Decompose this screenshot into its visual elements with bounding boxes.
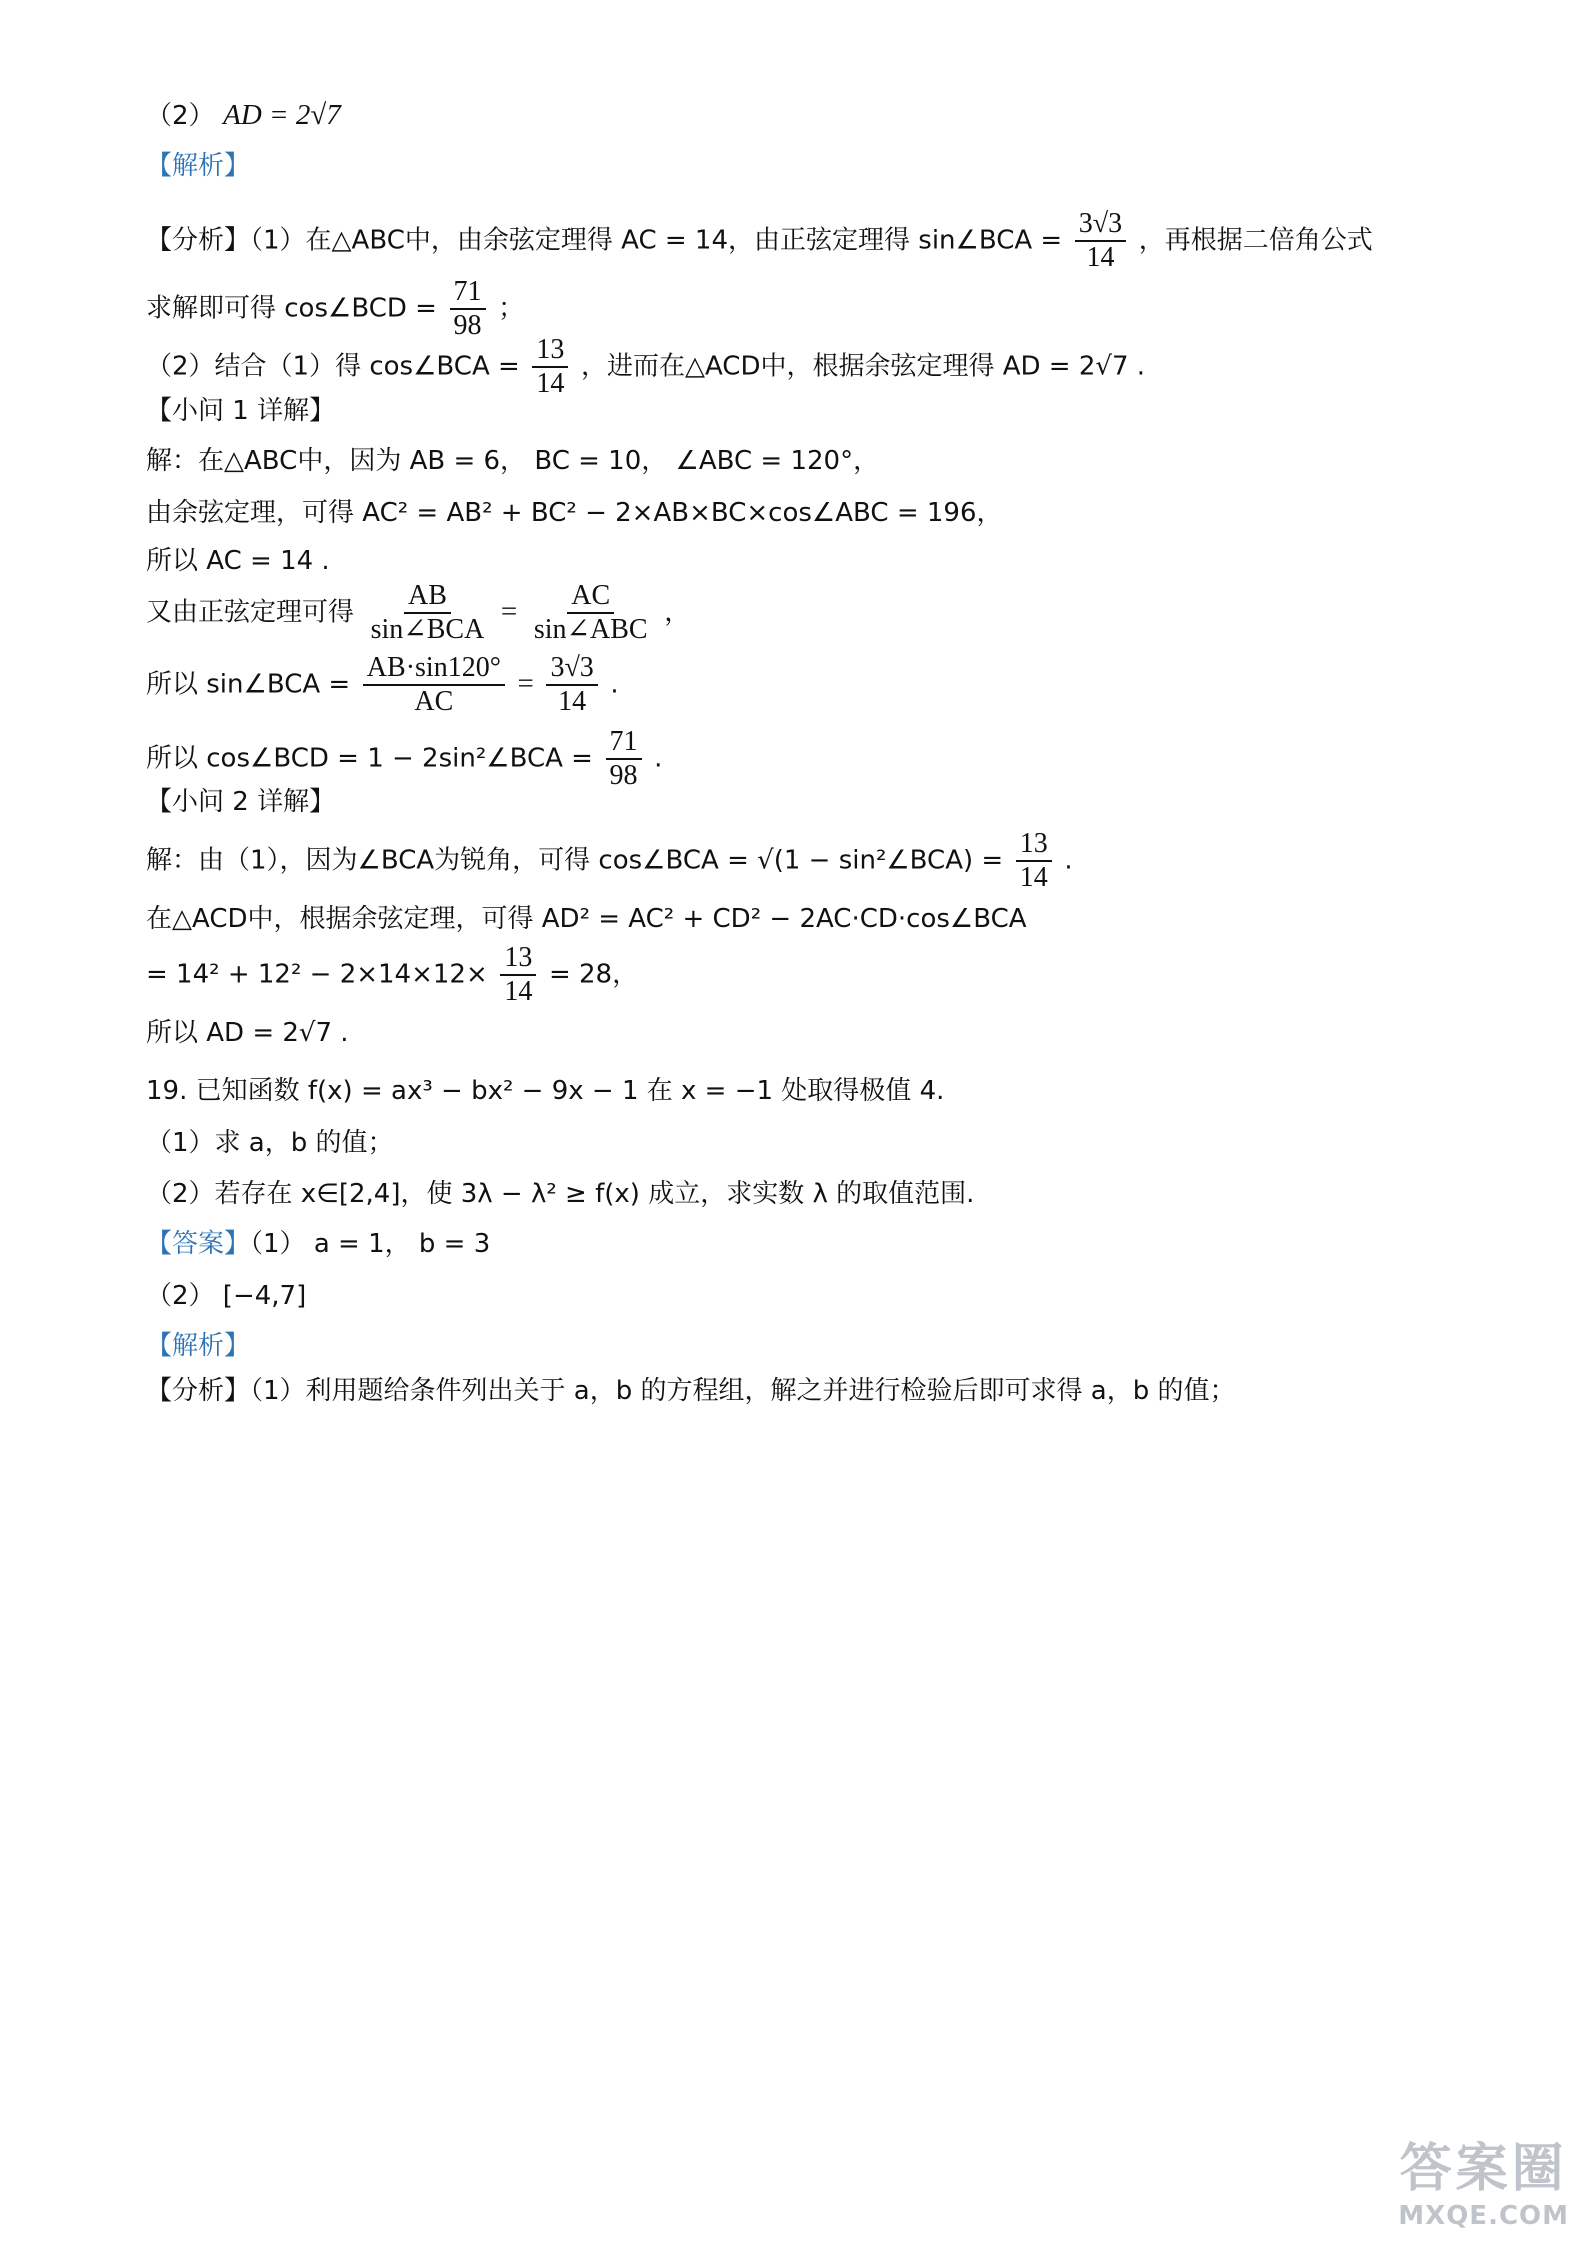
subheading-part-2: 【小问 2 详解】 xyxy=(146,787,336,817)
answer-line-1: 【答案】（1） a = 1， b = 3 xyxy=(146,1229,491,1259)
question-19: 19. 已知函数 f(x) = ax³ − bx² − 9x − 1 在 x = −1 处取得极值 4. xyxy=(146,1076,945,1106)
answer-line-2: （2） [−4,7] xyxy=(146,1281,307,1311)
section-label-analysis: 【解析】 xyxy=(146,151,251,181)
subheading-part-1: 【小问 1 详解】 xyxy=(146,396,336,426)
fraction: $\frac{13}{14}$ xyxy=(1016,828,1052,894)
fraction: $\frac{AB}{\text{sin∠BCA}}$ xyxy=(370,580,485,646)
fraction: $\frac{13}{14}$ xyxy=(500,942,536,1008)
fraction: $\frac{AB\cdot\sin 120^\circ}{AC}$ xyxy=(363,652,505,718)
fraction: $\frac{3√3}{14}$ xyxy=(546,652,597,718)
fraction: $\frac{AC}{\text{sin∠ABC}}$ xyxy=(533,580,648,646)
line-17: 所以 AD = 2√7 . xyxy=(146,1018,349,1048)
math-expression: AD = 2√7 xyxy=(223,99,341,131)
line-3: 【分析】（1）在△ABC中，由余弦定理得 AC = 14，由正弦定理得 sin∠BCA = $\frac{3√3}{14}$ ，再根据二倍角公式 xyxy=(146,208,1373,274)
watermark-logo: 答案圈 MXQE.COM xyxy=(1398,2139,1569,2231)
section-label-analysis-2: 【解析】 xyxy=(146,1331,251,1361)
line-4: 求解即可得 cos∠BCD = $\frac{71}{98}$ ； xyxy=(146,276,525,342)
question-19-part-2: （2）若存在 x∈[2,4]，使 3λ − λ² ≥ f(x) 成立，求实数 λ 的取值范围. xyxy=(146,1179,975,1209)
line-12: 所以 cos∠BCD = 1 − 2sin²∠BCA = $\frac{71}{98}$ . xyxy=(146,726,663,792)
line-prefix: （2） xyxy=(146,101,215,131)
fraction: $\frac{71}{98}$ xyxy=(450,276,486,342)
line-24: 【分析】（1）利用题给条件列出关于 a，b 的方程组，解之并进行检验后即可求得 a，b 的值； xyxy=(146,1376,1236,1406)
fraction: $\frac{3√3}{14}$ xyxy=(1075,208,1126,274)
answer-label: 【答案】 xyxy=(146,1229,251,1259)
line-10: 又由正弦定理可得 $\frac{AB}{\text{sin∠BCA}}$ = $\frac{AC}{\text{sin∠ABC}}$ ， xyxy=(146,580,691,646)
line-5: （2）结合（1）得 cos∠BCA = $\frac{13}{14}$ ，进而在△ACD中，根据余弦定理得 AD = 2√7 . xyxy=(146,334,1146,400)
line-16: = 14² + 12² − 2×14×12× $\frac{13}{14}$ = 28， xyxy=(146,942,639,1008)
line-8: 由余弦定理，可得 AC² = AB² + BC² − 2×AB×BC×cos∠ABC = 196， xyxy=(146,498,1003,528)
line-14: 解：由（1），因为∠BCA为锐角，可得 cos∠BCA = √(1 − sin²∠BCA) = $\frac{13}{14}$ . xyxy=(146,828,1073,894)
fraction: $\frac{71}{98}$ xyxy=(606,726,642,792)
fraction: $\frac{13}{14}$ xyxy=(532,334,568,400)
line-11: 所以 sin∠BCA = $\frac{AB\cdot\sin 120^\circ}{AC}$ = $\frac{3√3}{14}$ . xyxy=(146,652,619,718)
line-1 xyxy=(146,98,341,133)
line-9: 所以 AC = 14 . xyxy=(146,546,330,576)
line-15: 在△ACD中，根据余弦定理，可得 AD² = AC² + CD² − 2AC·CD·cos∠BCA xyxy=(146,904,1027,934)
question-19-part-1: （1）求 a，b 的值； xyxy=(146,1128,394,1158)
line-7: 解：在△ABC中，因为 AB = 6， BC = 10， ∠ABC = 120°， xyxy=(146,446,880,476)
